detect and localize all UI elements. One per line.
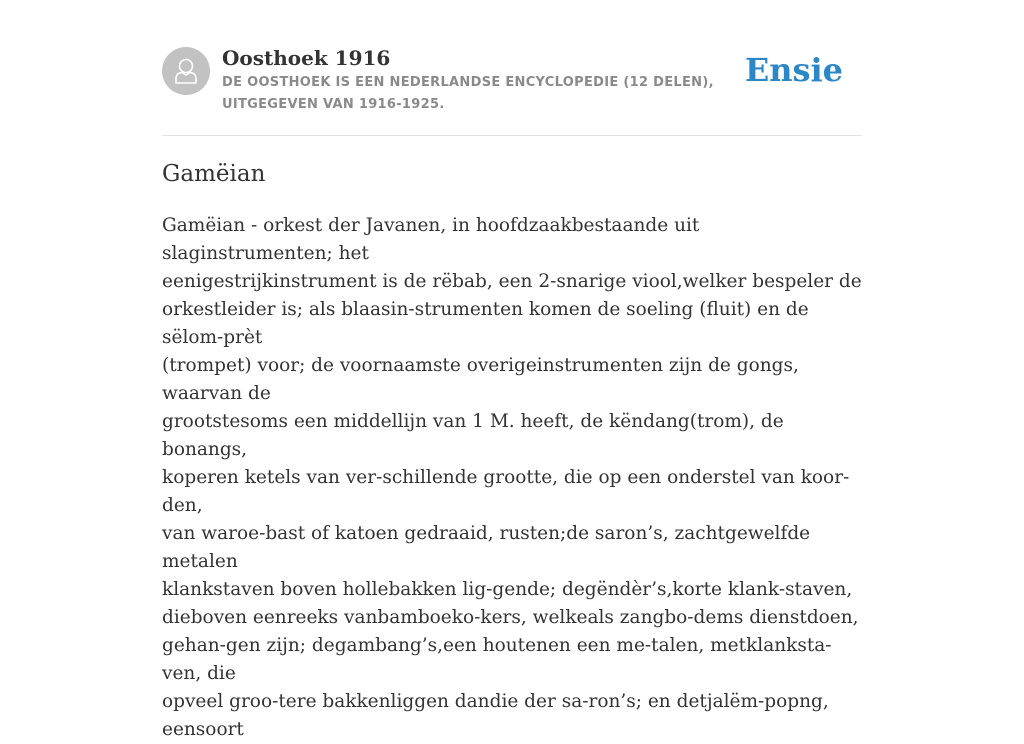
entry-body-line: eenigestrijkinstrument is de rëbab, een 2-snarige viool,welker bespeler de (162, 271, 862, 292)
source-title[interactable]: Oosthoek 1916 (222, 46, 391, 70)
entry-body-line: Gamëian - orkest der Javanen, in hoofdzaakbestaande uit slaginstrumenten; het (162, 215, 700, 264)
entry-body-line: gehan-gen zijn; degambang’s,een houtenen een me-talen, metklanksta-ven, die (162, 635, 832, 684)
user-silhouette-icon (162, 47, 210, 95)
entry-body-line: koperen ketels van ver-schillende grootte, die op een onderstel van koor-den, (162, 467, 850, 516)
entry-body-line: (trompet) voor; de voornaamste overigeinstrumenten zijn de gongs, waarvan de (162, 355, 799, 404)
entry-body-line: opveel groo-tere bakkenliggen dandie der sa-ron’s; en detjalëm-popng, eensoort (162, 691, 829, 740)
entry-body-line: van waroe-bast of katoen gedraaid, rusten;de saron’s, zachtgewelfde metalen (162, 523, 811, 572)
header-divider (162, 135, 862, 136)
entry-body (162, 212, 862, 744)
brand-logo[interactable]: Ensie (744, 51, 843, 89)
entry-body-line: grootstesoms een middellijn van 1 M. heeft, de këndang(trom), de bonangs, (162, 411, 784, 460)
entry-body-line: dieboven eenreeks vanbamboeko-kers, welkeals zangbo-dems dienstdoen, (162, 607, 859, 628)
entry-body-line: klankstaven boven hollebakken lig-gende; degëndèr’s,korte klank-staven, (162, 579, 853, 600)
entry-title: Gamëian (162, 161, 266, 187)
entry-body-line: orkestleider is; als blaasin-strumenten komen de soeling (fluit) en de sëlom-prèt (162, 299, 809, 348)
source-header (162, 46, 862, 136)
avatar[interactable] (162, 47, 210, 95)
source-description: DE OOSTHOEK IS EEN NEDERLANDSE ENCYCLOPEDIE (12 DELEN), UITGEGEVEN VAN 1916-1925. (222, 75, 714, 112)
